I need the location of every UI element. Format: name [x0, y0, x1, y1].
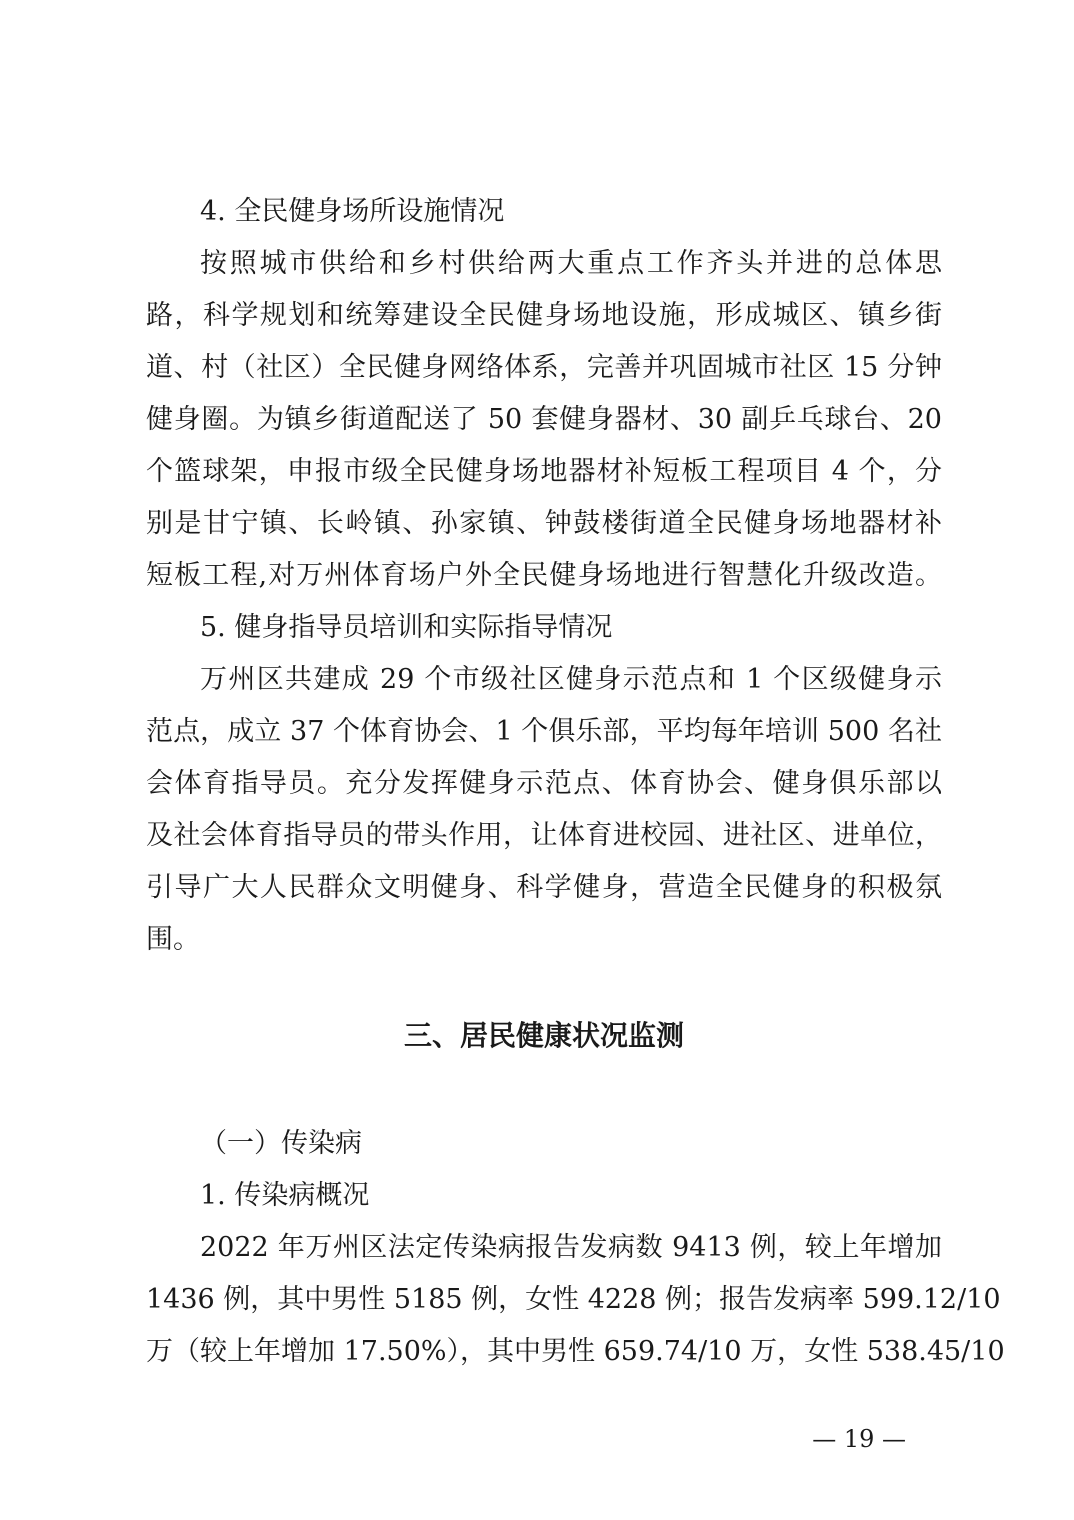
paragraph-line: 2022 年万州区法定传染病报告发病数 9413 例，较上年增加	[200, 1232, 942, 1263]
section-5-heading: 5. 健身指导员培训和实际指导情况	[200, 612, 613, 643]
section-4-heading: 4. 全民健身场所设施情况	[200, 196, 505, 227]
paragraph-line: 健身圈。为镇乡街道配送了 50 套健身器材、30 副乒乓球台、20	[146, 404, 942, 435]
paragraph-line: 个篮球架，申报市级全民健身场地器材补短板工程项目 4 个，分	[146, 456, 942, 487]
paragraph-line: 万州区共建成 29 个市级社区健身示范点和 1 个区级健身示	[200, 664, 942, 695]
paragraph-line: 按照城市供给和乡村供给两大重点工作齐头并进的总体思	[200, 248, 942, 279]
chapter-title: 三、居民健康状况监测	[403, 1019, 684, 1052]
paragraph-line: 围。	[146, 924, 200, 955]
subsection-heading: （一）传染病	[200, 1128, 362, 1159]
page-number: — 19 —	[812, 1425, 906, 1453]
paragraph-line: 万（较上年增加 17.50%），其中男性 659.74/10 万，女性 538.45/10	[146, 1336, 1005, 1367]
paragraph-line: 短板工程,对万州体育场户外全民健身场地进行智慧化升级改造。	[146, 560, 942, 591]
paragraph-line: 别是甘宁镇、长岭镇、孙家镇、钟鼓楼街道全民健身场地器材补	[146, 508, 942, 539]
item-heading: 1. 传染病概况	[200, 1180, 370, 1211]
paragraph-line: 范点，成立 37 个体育协会、1 个俱乐部，平均每年培训 500 名社	[146, 716, 942, 747]
paragraph-line: 道、村（社区）全民健身网络体系，完善并巩固城市社区 15 分钟	[146, 352, 942, 383]
paragraph-line: 路，科学规划和统筹建设全民健身场地设施，形成城区、镇乡街	[146, 300, 942, 331]
paragraph-line: 1436 例，其中男性 5185 例，女性 4228 例；报告发病率 599.12/10	[146, 1284, 1001, 1315]
paragraph-line: 引导广大人民群众文明健身、科学健身，营造全民健身的积极氛	[146, 872, 942, 903]
paragraph-line: 会体育指导员。充分发挥健身示范点、体育协会、健身俱乐部以	[146, 768, 942, 799]
paragraph-line: 及社会体育指导员的带头作用，让体育进校园、进社区、进单位，	[146, 820, 942, 851]
